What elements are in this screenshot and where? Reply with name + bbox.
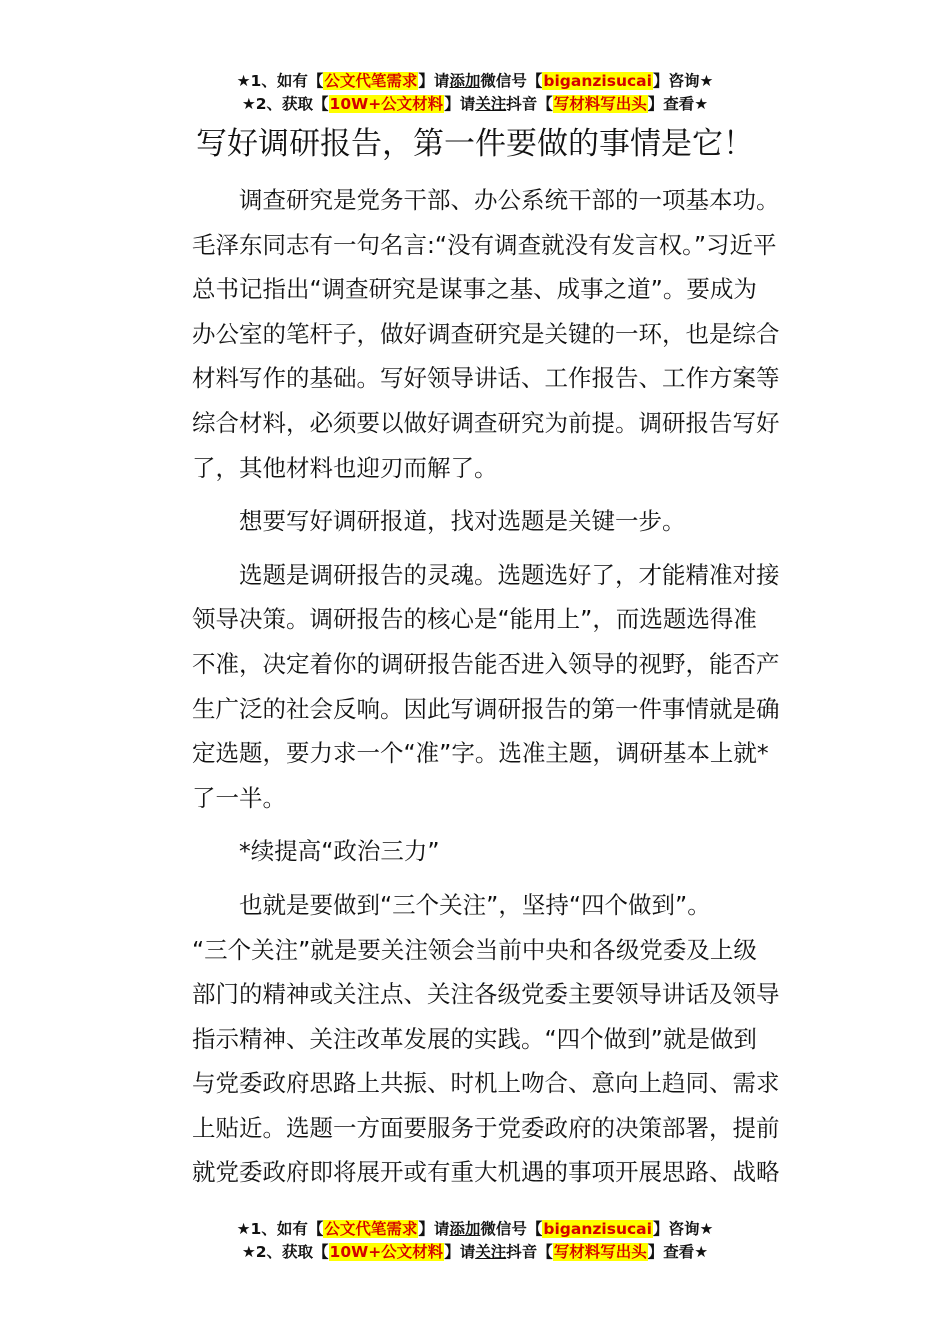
header-ad-1-highlight-service: 公文代笔需求 [324, 72, 418, 90]
footer-ad-line-1 [0, 1218, 950, 1241]
text-line: 生广泛的社会反响。因此写调研报告的第一件事情就是确 [192, 694, 780, 723]
header-ad-1-underlined: 添加 [449, 72, 481, 90]
text-line: 与党委政府思路上共振、时机上吻合、意向上趋同、需求 [192, 1069, 780, 1098]
footer-ad-1-prefix: ★1、如有【 [236, 1220, 324, 1238]
header-ad-2-prefix: ★2、获取【 [241, 95, 329, 113]
text-line: 调查研究是党务干部、办公系统干部的一项基本功。 [239, 186, 780, 214]
header-ad-1-prefix: ★1、如有【 [236, 72, 324, 90]
text-line: 办公室的笔杆子，做好调查研究是关键的一环，也是综合 [192, 319, 780, 348]
footer-ad-1-mid1: 】请 [418, 1220, 450, 1238]
header-ad-1-mid1: 】请 [418, 72, 450, 90]
text-line: 选题是调研报告的灵魂。选题选好了，才能精准对接 [239, 560, 780, 589]
footer-ad-2-highlight-materials: 10W+公文材料 [329, 1243, 444, 1261]
paragraph-1 [145, 178, 807, 490]
footer-ad-2-mid1: 】请 [444, 1243, 476, 1261]
footer-ad-1-highlight-service: 公文代笔需求 [324, 1220, 418, 1238]
footer-ad-2-highlight-douyin: 写材料写出头 [553, 1243, 647, 1261]
footer-ad [0, 1218, 950, 1264]
header-ad-2-mid2: 抖音【 [506, 95, 553, 113]
footer-ad-2-suffix: 】查看★ [647, 1243, 709, 1261]
text-line: 就党委政府即将展开或有重大机遇的事项开展思路、战略 [192, 1158, 780, 1187]
text-line: 领导决策。调研报告的核心是“能用上”，而选题选得准 [192, 605, 757, 634]
text-line: 定选题，要力求一个“准”字。选准主题，调研基本上就* [192, 739, 769, 768]
header-ad-line-2 [0, 93, 950, 116]
header-ad-1-mid2: 微信号【 [480, 72, 543, 90]
footer-ad-2-underlined: 关注 [475, 1243, 507, 1261]
header-ad-1-highlight-wechat: biganzisucai [543, 72, 652, 90]
footer-ad-line-2 [0, 1241, 950, 1264]
header-ad-2-underlined: 关注 [475, 95, 507, 113]
text-line: 想要写好调研报道，找对选题是关键一步。 [239, 507, 686, 536]
text-line: “三个关注”就是要关注领会当前中央和各级党委及上级 [192, 935, 757, 964]
paragraph-4 [145, 829, 807, 874]
text-line: 了一半。 [192, 783, 286, 812]
header-ad-2-mid1: 】请 [444, 95, 476, 113]
footer-ad-2-prefix: ★2、获取【 [241, 1243, 329, 1261]
footer-ad-1-highlight-wechat: biganzisucai [543, 1220, 652, 1238]
paragraph-3 [145, 553, 807, 821]
header-ad-2-suffix: 】查看★ [647, 95, 709, 113]
footer-ad-2-mid2: 抖音【 [506, 1243, 553, 1261]
text-line: 也就是要做到“三个关注”，坚持“四个做到”。 [239, 890, 711, 919]
text-line: 了，其他材料也迎刃而解了。 [192, 453, 498, 482]
text-line: 不准，决定着你的调研报告能否进入领导的视野，能否产 [192, 649, 780, 678]
document-body [145, 178, 807, 1204]
header-ad-1-suffix: 】咨询★ [652, 72, 714, 90]
header-ad [0, 70, 950, 116]
paragraph-5 [145, 883, 807, 1195]
header-ad-2-highlight-douyin: 写材料写出头 [553, 95, 647, 113]
footer-ad-1-suffix: 】咨询★ [652, 1220, 714, 1238]
text-line: 指示精神、关注改革发展的实践。“四个做到”就是做到 [192, 1024, 757, 1053]
text-line: *续提高“政治三力” [239, 837, 440, 866]
header-ad-line-1 [0, 70, 950, 93]
text-line: 上贴近。选题一方面要服务于党委政府的决策部署，提前 [192, 1113, 780, 1142]
text-line: 部门的精神或关注点、关注各级党委主要领导讲话及领导 [192, 980, 780, 1009]
text-line: 综合材料，必须要以做好调查研究为前提。调研报告写好 [192, 408, 780, 437]
header-ad-2-highlight-materials: 10W+公文材料 [329, 95, 444, 113]
text-line: 总书记指出“调查研究是谋事之基、成事之道”。要成为 [192, 275, 757, 304]
text-line: 毛泽东同志有一句名言:“没有调查就没有发言权。”习近平 [192, 230, 777, 259]
footer-ad-1-underlined: 添加 [449, 1220, 481, 1238]
document-title: 写好调研报告，第一件要做的事情是它！ [196, 126, 754, 162]
text-line: 材料写作的基础。写好领导讲话、工作报告、工作方案等 [192, 364, 780, 393]
paragraph-2 [145, 499, 807, 544]
footer-ad-1-mid2: 微信号【 [480, 1220, 543, 1238]
